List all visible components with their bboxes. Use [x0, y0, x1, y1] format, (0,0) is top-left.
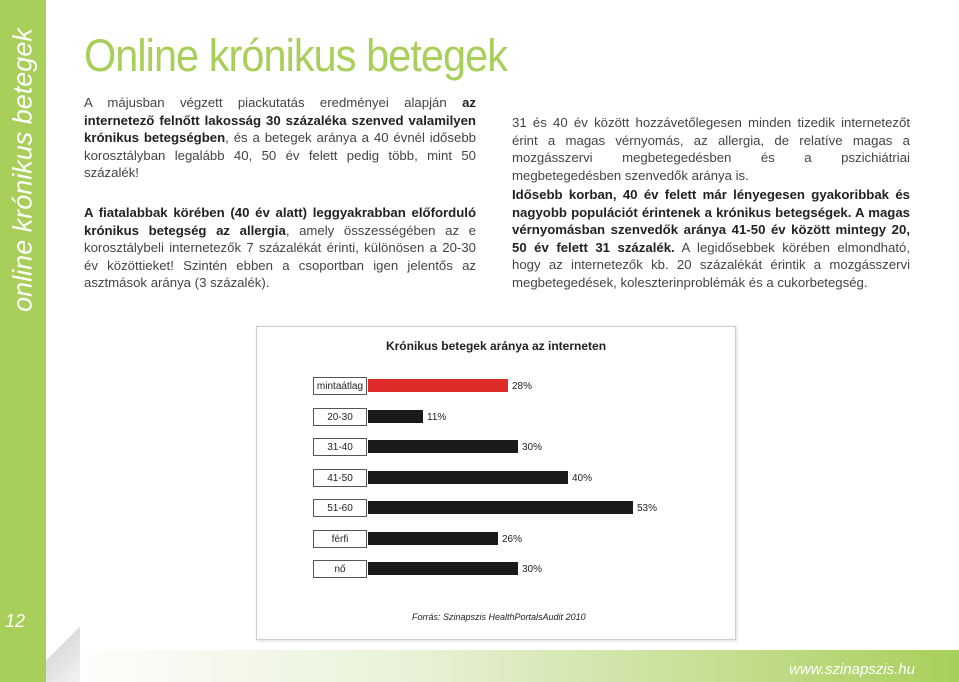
paragraph-1 [84, 94, 476, 182]
text-run: 31 és 40 év között hozzávetőlegesen minden tizedik internetezőt érint a magas vérnyomás, az allergia, de relatíve magas a mozgásszervi megbetegedésben és a pszichiátriai megbetegedésben szenvedők aránya is. [512, 115, 910, 183]
text-run: A legidősebbek körében elmondható, hogy az internetezők kb. 20 százalékát érintik a mozgásszervi megbetegedések, koleszterinproblémák és a cukorbetegség. [512, 239, 910, 290]
website-url: www.szinapszis.hu [789, 661, 915, 678]
side-label: online krónikus betegek [7, 28, 38, 312]
bar-chart [256, 326, 736, 640]
bar [368, 471, 568, 484]
bar [368, 379, 508, 392]
chart-title: Krónikus betegek aránya az interneten [385, 339, 607, 353]
category-label: mintaátlag [313, 377, 367, 395]
category-label: 41-50 [313, 469, 367, 487]
page-curl-decoration [46, 606, 80, 682]
text-run: az internetező felnőtt lakosság 30 százaléka szenved valamilyen krónikus betegségben [84, 95, 476, 146]
value-label: 40% [572, 472, 593, 484]
value-label: 30% [522, 442, 543, 453]
chart-source: Forrás: Szinapszis HealthPortalsAudit 2010 [412, 612, 586, 622]
category-label: 20-30 [313, 408, 367, 426]
category-label: 31-40 [313, 438, 367, 456]
paragraph-4 [512, 186, 910, 292]
value-label: 28% [512, 381, 533, 392]
paragraph-3 [512, 114, 910, 184]
page-title: Online krónikus betegek [84, 30, 508, 81]
value-label: 53% [637, 503, 658, 514]
category-label: 51-60 [313, 499, 367, 517]
text-run: , amely összességében az e korosztálybeli internetezők 7 százalékát érinti, különösen a 20-30 év közöttieket! Szintén ebben a csoportban igen jelentős az asztmások aránya (3 százalék). [84, 222, 477, 291]
value-label: 11% [427, 411, 447, 423]
paragraph-2 [84, 204, 476, 292]
text-run: , és a betegek aránya a 40 évnél idősebb korosztályban legalább 40, 50 év felett pedig több, mint 50 százalék! [84, 130, 476, 181]
bar [368, 562, 518, 575]
bar [368, 440, 518, 453]
category-label: férfi [313, 530, 367, 548]
bar [368, 410, 423, 423]
page-number: 12 [4, 611, 26, 631]
value-label: 26% [502, 533, 523, 545]
category-label: nő [313, 560, 367, 578]
text-run: A májusban végzett piackutatás eredményei alapján [84, 95, 463, 110]
text-run: A fiatalabbak körében (40 év alatt) leggyakrabban előforduló krónikus betegség az allergia [84, 205, 476, 238]
value-label: 30% [522, 564, 543, 575]
footer-band [46, 650, 959, 682]
text-run: Idősebb korban, 40 év felett már lényegesen gyakoribbak és nagyobb populációt érintenek a krónikus betegségek. A magas vérnyomásban szenvedők aránya 41-50 év között mintegy 20, 50 év felett 31 százalék. [512, 187, 910, 255]
bar [368, 532, 498, 545]
bar [368, 501, 633, 514]
